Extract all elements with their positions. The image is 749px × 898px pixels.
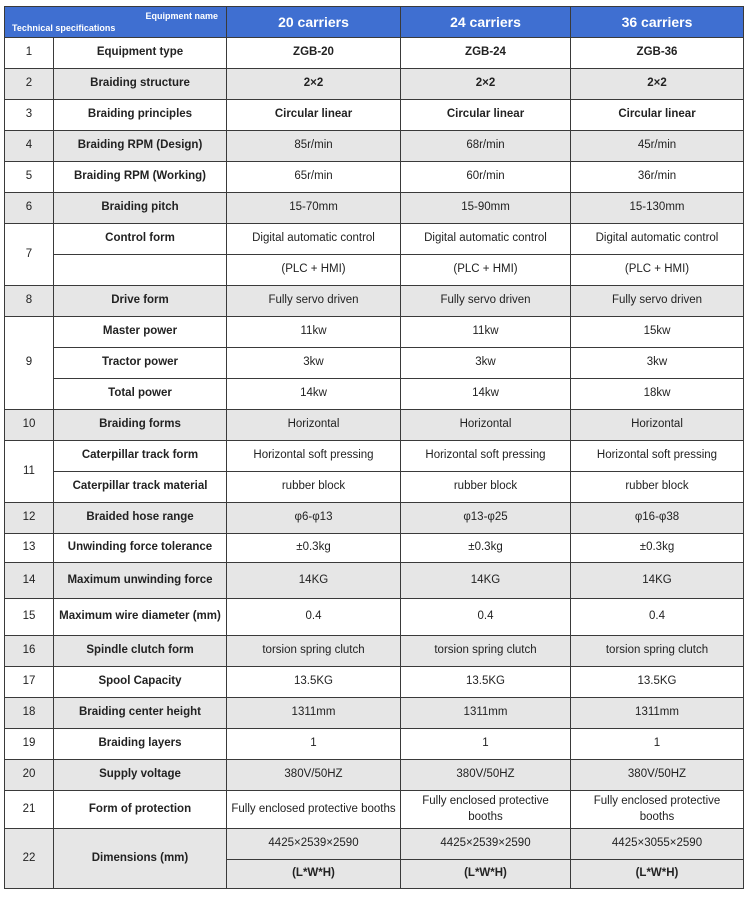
spec-value: 14kw	[401, 379, 571, 410]
spec-name: Braiding principles	[54, 100, 227, 131]
spec-value: 4425×2539×2590	[401, 829, 571, 860]
table-row	[5, 698, 744, 729]
spec-value: torsion spring clutch	[401, 636, 571, 667]
spec-value: Horizontal soft pressing	[227, 441, 401, 472]
table-row	[5, 348, 744, 379]
row-number: 14	[5, 563, 54, 599]
spec-value: 1	[401, 729, 571, 760]
row-number: 7	[5, 224, 54, 286]
table-row	[5, 255, 744, 286]
spec-value: (L*W*H)	[227, 860, 401, 889]
table-row	[5, 286, 744, 317]
spec-name: Braided hose range	[54, 503, 227, 534]
spec-value: 68r/min	[401, 131, 571, 162]
spec-value: Fully servo driven	[571, 286, 744, 317]
row-number: 3	[5, 100, 54, 131]
spec-value: φ16-φ38	[571, 503, 744, 534]
row-number: 19	[5, 729, 54, 760]
spec-name: Braiding pitch	[54, 193, 227, 224]
model-header-36: 36 carriers	[571, 7, 744, 38]
spec-name: Dimensions (mm)	[54, 829, 227, 889]
spec-value: 380V/50HZ	[571, 760, 744, 791]
spec-value: 3kw	[401, 348, 571, 379]
spec-value: 11kw	[227, 317, 401, 348]
spec-value: 380V/50HZ	[227, 760, 401, 791]
spec-name: Maximum unwinding force	[54, 563, 227, 599]
table-row	[5, 791, 744, 829]
table-row	[5, 162, 744, 193]
spec-name: Equipment type	[54, 38, 227, 69]
spec-value: 65r/min	[227, 162, 401, 193]
table-row	[5, 224, 744, 255]
table-row	[5, 636, 744, 667]
spec-name: Maximum wire diameter (mm)	[54, 599, 227, 636]
spec-value: 60r/min	[401, 162, 571, 193]
model-header-20: 20 carriers	[227, 7, 401, 38]
spec-value: 85r/min	[227, 131, 401, 162]
model-header-24: 24 carriers	[401, 7, 571, 38]
spec-value: 14kw	[227, 379, 401, 410]
table-row	[5, 599, 744, 636]
table-row	[5, 38, 744, 69]
spec-value: Digital automatic control	[571, 224, 744, 255]
spec-value: 36r/min	[571, 162, 744, 193]
row-number: 17	[5, 667, 54, 698]
spec-value: 15-90mm	[401, 193, 571, 224]
spec-value: 380V/50HZ	[401, 760, 571, 791]
spec-value: 1311mm	[401, 698, 571, 729]
spec-value: 2×2	[227, 69, 401, 100]
spec-value: 3kw	[571, 348, 744, 379]
spec-value: 1311mm	[227, 698, 401, 729]
spec-value: 18kw	[571, 379, 744, 410]
table-row	[5, 379, 744, 410]
spec-value: 13.5KG	[401, 667, 571, 698]
row-number: 5	[5, 162, 54, 193]
spec-value: 15-70mm	[227, 193, 401, 224]
spec-name: Caterpillar track form	[54, 441, 227, 472]
table-row	[5, 729, 744, 760]
spec-value: (PLC + HMI)	[571, 255, 744, 286]
spec-value: (PLC + HMI)	[227, 255, 401, 286]
row-number: 22	[5, 829, 54, 889]
spec-value: Horizontal soft pressing	[571, 441, 744, 472]
spec-table-container	[4, 6, 744, 889]
table-row	[5, 534, 744, 563]
spec-value: φ6-φ13	[227, 503, 401, 534]
spec-name: Form of protection	[54, 791, 227, 829]
spec-value: (L*W*H)	[401, 860, 571, 889]
spec-name: Braiding layers	[54, 729, 227, 760]
spec-name: Caterpillar track material	[54, 472, 227, 503]
row-number: 18	[5, 698, 54, 729]
spec-value: 14KG	[571, 563, 744, 599]
spec-value: torsion spring clutch	[227, 636, 401, 667]
spec-name: Spool Capacity	[54, 667, 227, 698]
spec-value: 4425×2539×2590	[227, 829, 401, 860]
row-number: 13	[5, 534, 54, 563]
spec-value: 0.4	[227, 599, 401, 636]
spec-name: Braiding forms	[54, 410, 227, 441]
spec-value: Horizontal soft pressing	[401, 441, 571, 472]
spec-value: 0.4	[401, 599, 571, 636]
spec-value: Fully enclosed protective booths	[401, 791, 571, 829]
header-corner-cell	[5, 7, 227, 38]
spec-value: Circular linear	[401, 100, 571, 131]
spec-name: Braiding RPM (Design)	[54, 131, 227, 162]
spec-name: Tractor power	[54, 348, 227, 379]
spec-value: 1	[227, 729, 401, 760]
spec-value: Fully enclosed protective booths	[227, 791, 401, 829]
spec-value: Horizontal	[571, 410, 744, 441]
spec-name	[54, 255, 227, 286]
spec-name: Master power	[54, 317, 227, 348]
spec-value: Fully enclosed protective booths	[571, 791, 744, 829]
table-row	[5, 829, 744, 860]
row-number: 21	[5, 791, 54, 829]
header-row	[5, 7, 744, 38]
spec-name: Supply voltage	[54, 760, 227, 791]
spec-value: 2×2	[401, 69, 571, 100]
spec-value: ZGB-36	[571, 38, 744, 69]
spec-value: ±0.3kg	[401, 534, 571, 563]
equipment-name-label: Equipment name	[145, 11, 218, 21]
spec-value: 13.5KG	[571, 667, 744, 698]
spec-value: ±0.3kg	[571, 534, 744, 563]
spec-value: 45r/min	[571, 131, 744, 162]
table-row	[5, 100, 744, 131]
row-number: 10	[5, 410, 54, 441]
row-number: 20	[5, 760, 54, 791]
table-row	[5, 472, 744, 503]
spec-value: φ13-φ25	[401, 503, 571, 534]
spec-value: (PLC + HMI)	[401, 255, 571, 286]
spec-value: 3kw	[227, 348, 401, 379]
table-row	[5, 667, 744, 698]
spec-name: Braiding center height	[54, 698, 227, 729]
spec-value: Fully servo driven	[227, 286, 401, 317]
spec-value: (L*W*H)	[571, 860, 744, 889]
table-row	[5, 410, 744, 441]
spec-value: Digital automatic control	[401, 224, 571, 255]
spec-name: Control form	[54, 224, 227, 255]
spec-value: ±0.3kg	[227, 534, 401, 563]
spec-value: Circular linear	[571, 100, 744, 131]
table-row	[5, 441, 744, 472]
row-number: 6	[5, 193, 54, 224]
spec-value: 11kw	[401, 317, 571, 348]
row-number: 12	[5, 503, 54, 534]
spec-value: 14KG	[227, 563, 401, 599]
table-row	[5, 563, 744, 599]
table-row	[5, 317, 744, 348]
technical-specifications-label: Technical specifications	[12, 22, 116, 33]
spec-value: 15-130mm	[571, 193, 744, 224]
spec-value: 13.5KG	[227, 667, 401, 698]
spec-value: 1311mm	[571, 698, 744, 729]
spec-value: Horizontal	[227, 410, 401, 441]
spec-value: 15kw	[571, 317, 744, 348]
spec-name: Spindle clutch form	[54, 636, 227, 667]
spec-value: 2×2	[571, 69, 744, 100]
spec-value: 14KG	[401, 563, 571, 599]
spec-value: 0.4	[571, 599, 744, 636]
row-number: 11	[5, 441, 54, 503]
spec-value: rubber block	[571, 472, 744, 503]
table-row	[5, 760, 744, 791]
spec-value: rubber block	[227, 472, 401, 503]
row-number: 8	[5, 286, 54, 317]
row-number: 1	[5, 38, 54, 69]
spec-value: 1	[571, 729, 744, 760]
technical-specifications-table	[4, 6, 744, 889]
row-number: 15	[5, 599, 54, 636]
spec-value: Digital automatic control	[227, 224, 401, 255]
spec-value: rubber block	[401, 472, 571, 503]
spec-value: ZGB-20	[227, 38, 401, 69]
spec-value: Horizontal	[401, 410, 571, 441]
row-number: 2	[5, 69, 54, 100]
spec-name: Braiding structure	[54, 69, 227, 100]
spec-value: 4425×3055×2590	[571, 829, 744, 860]
row-number: 16	[5, 636, 54, 667]
spec-name: Unwinding force tolerance	[54, 534, 227, 563]
table-row	[5, 503, 744, 534]
row-number: 9	[5, 317, 54, 410]
row-number: 4	[5, 131, 54, 162]
table-row	[5, 193, 744, 224]
table-row	[5, 69, 744, 100]
spec-value: torsion spring clutch	[571, 636, 744, 667]
spec-value: ZGB-24	[401, 38, 571, 69]
table-row	[5, 131, 744, 162]
spec-value: Fully servo driven	[401, 286, 571, 317]
spec-name: Drive form	[54, 286, 227, 317]
spec-name: Braiding RPM (Working)	[54, 162, 227, 193]
spec-name: Total power	[54, 379, 227, 410]
spec-value: Circular linear	[227, 100, 401, 131]
